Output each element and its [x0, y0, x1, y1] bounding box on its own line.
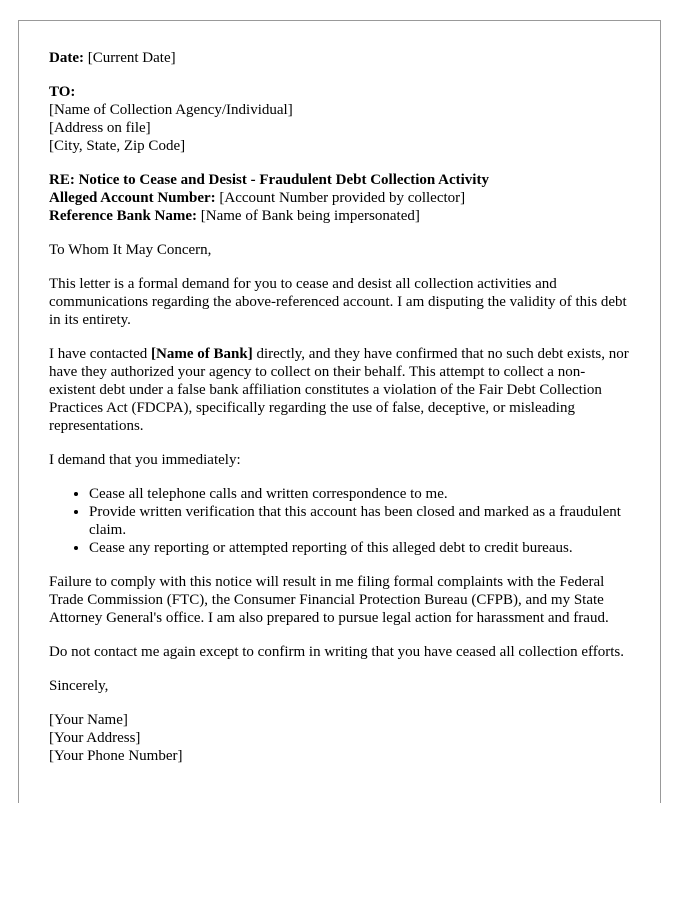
demand-item: • Cease any reporting or attempted reporting of this alleged debt to credit bureaus.: [89, 539, 630, 557]
recipient-address: [Address on file]: [49, 120, 151, 136]
account-number-value: [Account Number provided by collector]: [219, 190, 466, 206]
demand-item: • Provide written verification that this account has been closed and marked as a fraudulent claim.: [89, 503, 630, 539]
recipient-block: [49, 83, 630, 155]
paragraph-bank-contact-after: directly, and they have confirmed that no such debt exists, nor have they authorized your agency to collect on their behalf. This attempt to collect a non-existent debt under a false bank affiliation constitutes a violation of the Fair Debt Collection Practices Act (FDCPA), specifically regarding the use of false, deceptive, or misleading representations.: [49, 346, 629, 434]
account-number-line: [49, 189, 630, 207]
paragraph-consequences: Failure to comply with this notice will result in me filing formal complaints with the Federal Trade Commission (FTC), the Consumer Financial Protection Bureau (CFPB), and my State Attorney General's office. I am also prepared to pursue legal action for harassment and fraud.: [49, 574, 609, 626]
signature-block: [49, 711, 630, 765]
bank-name-placeholder: [Name of Bank]: [151, 346, 253, 362]
signature-name: [Your Name]: [49, 712, 128, 728]
letter-page: [18, 20, 661, 803]
salutation: To Whom It May Concern,: [49, 242, 212, 258]
account-number-label: Alleged Account Number:: [49, 190, 216, 206]
recipient-name: [Name of Collection Agency/Individual]: [49, 102, 293, 118]
re-block: [49, 171, 630, 225]
demand-item: • Cease all telephone calls and written correspondence to me.: [89, 485, 630, 503]
re-subject: RE: Notice to Cease and Desist - Fraudulent Debt Collection Activity: [49, 172, 489, 188]
reference-bank-label: Reference Bank Name:: [49, 208, 198, 224]
paragraph-dispute: This letter is a formal demand for you to cease and desist all collection activities and communications regarding the above-referenced account. I am disputing the validity of this debt in its entirety.: [49, 276, 627, 328]
to-label: TO:: [49, 84, 76, 100]
date-line: [49, 49, 630, 67]
signature-phone: [Your Phone Number]: [49, 748, 183, 764]
paragraph-bank-contact: [49, 345, 630, 435]
date-label: Date:: [49, 50, 84, 66]
signature-address: [Your Address]: [49, 730, 141, 746]
demand-intro: I demand that you immediately:: [49, 452, 241, 468]
recipient-city-state-zip: [City, State, Zip Code]: [49, 138, 186, 154]
closing: Sincerely,: [49, 678, 109, 694]
paragraph-bank-contact-before: I have contacted: [49, 346, 152, 362]
demand-list: [49, 485, 630, 557]
paragraph-no-contact: Do not contact me again except to confirm in writing that you have ceased all collection efforts.: [49, 644, 624, 660]
date-value: [Current Date]: [87, 50, 176, 66]
reference-bank-value: [Name of Bank being impersonated]: [200, 208, 420, 224]
reference-bank-line: [49, 207, 630, 225]
